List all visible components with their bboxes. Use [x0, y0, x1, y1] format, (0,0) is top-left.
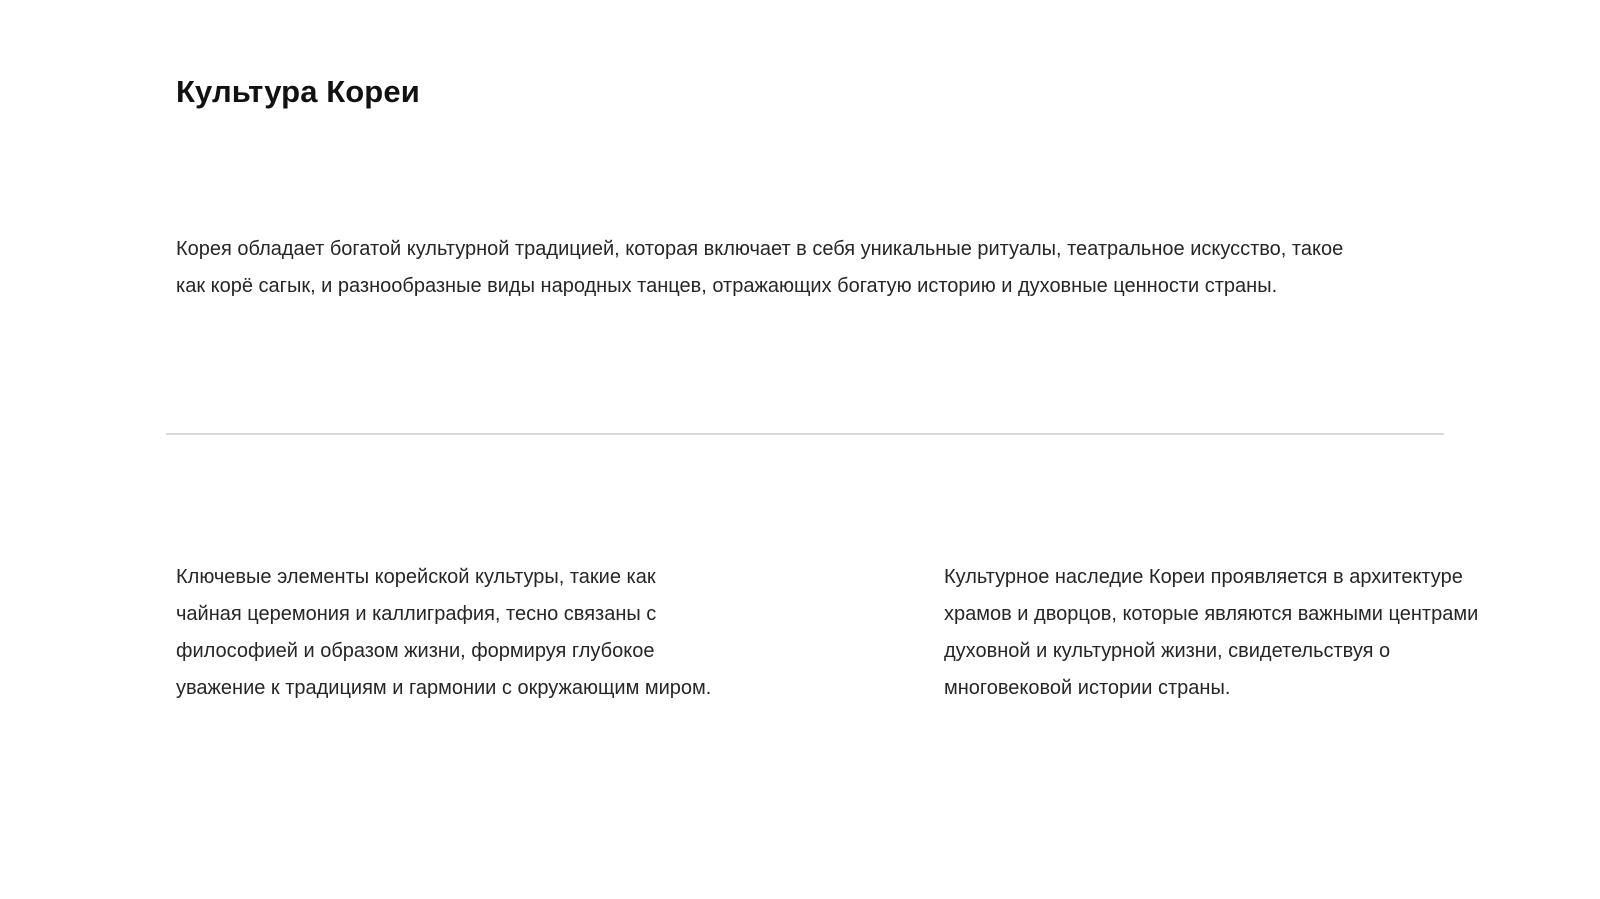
divider: [166, 433, 1444, 435]
slide-title: Культура Кореи: [176, 74, 420, 109]
right-column-text: Культурное наследие Кореи проявляется в архитектуре храмов и дворцов, которые являются важными центрами духовной и культурной жизни, свидетельствуя о многовековой истории страны.: [944, 566, 1479, 699]
left-column-text: Ключевые элементы корейской культуры, такие как чайная церемония и каллиграфия, тесно связаны с философией и образом жизни, формируя глубокое уважение к традициям и гармонии с окружающим миром.: [176, 566, 712, 699]
intro-paragraph: Корея обладает богатой культурной традицией, которая включает в себя уникальные ритуалы, театральное искусство, такое как корё сагык, и разнообразные виды народных танцев, отражающих богатую историю и духовные ценности страны.: [176, 238, 1344, 297]
